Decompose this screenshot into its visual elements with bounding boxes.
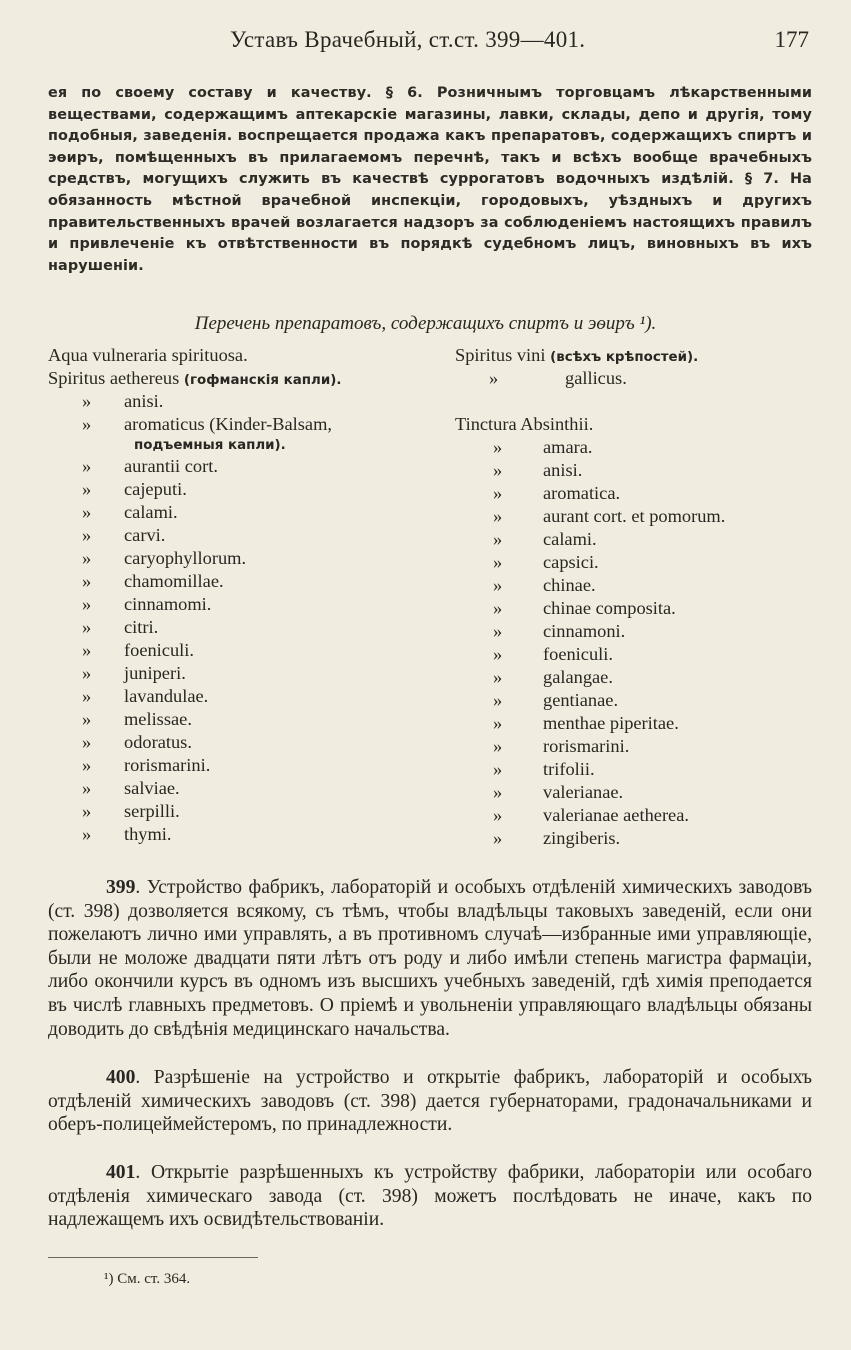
preparation-name: Spiritus vini (всѣхъ крѣпостей).: [455, 345, 699, 365]
preparation-name: cinnamomi.: [124, 594, 212, 614]
preparation-name: lavandulae.: [124, 686, 209, 706]
preparation-name: valerianae.: [543, 782, 624, 802]
article-text: . Разрѣшеніе на устройство и открытіе фабрикъ, лабораторій и особыхъ отдѣленій химическихъ заводовъ (ст. 398) дается губернаторами, градоначальниками и оберъ-полицеймейстеромъ, по принадлежности.: [48, 1067, 812, 1136]
ditto-mark: »: [82, 479, 92, 499]
ditto-mark: »: [82, 732, 92, 752]
preparation-name: carvi.: [124, 525, 166, 545]
list-item: [48, 390, 448, 413]
list-item: [48, 413, 448, 436]
article-number: 400: [106, 1067, 136, 1088]
ditto-mark: »: [82, 686, 92, 706]
list-item: [48, 823, 448, 846]
ditto-mark: »: [82, 640, 92, 660]
preparation-name: chamomillae.: [124, 571, 224, 591]
preparations-right-column: [455, 344, 815, 850]
list-item: [48, 639, 448, 662]
preparation-name: citri.: [124, 617, 159, 637]
ditto-mark: »: [493, 621, 503, 641]
preparation-name: zingiberis.: [543, 828, 621, 848]
ditto-mark: »: [82, 571, 92, 591]
list-item: [48, 344, 448, 367]
footnote: ¹) См. ст. 364.: [104, 1271, 191, 1287]
list-item: [455, 712, 815, 735]
ditto-mark: »: [493, 506, 503, 526]
preparation-name: aurant cort. et pomorum.: [543, 506, 726, 526]
preparation-name: gallicus.: [565, 368, 627, 388]
ditto-mark: »: [82, 824, 92, 844]
article-401: [48, 1161, 812, 1232]
preparation-name: cajeputi.: [124, 479, 187, 499]
ditto-mark: »: [82, 778, 92, 798]
article-number: 401: [106, 1162, 136, 1183]
preparation-name: chinae.: [543, 575, 596, 595]
preparation-note: (гофманскія капли).: [179, 373, 342, 388]
list-item: [455, 436, 815, 459]
ditto-mark: »: [493, 690, 503, 710]
preparation-name: caryophyllorum.: [124, 548, 247, 568]
list-item: [455, 528, 815, 551]
ditto-mark: »: [493, 736, 503, 756]
list-item: [455, 505, 815, 528]
list-item: [455, 459, 815, 482]
preparation-name: galangae.: [543, 667, 613, 687]
ditto-mark: »: [489, 368, 499, 388]
list-item: [455, 551, 815, 574]
list-item: [48, 685, 448, 708]
list-item: [455, 413, 815, 436]
list-item: [455, 367, 815, 390]
list-item: [48, 731, 448, 754]
ditto-mark: »: [493, 575, 503, 595]
ditto-mark: »: [82, 755, 92, 775]
footnote-divider: [48, 1257, 258, 1258]
list-item: [455, 482, 815, 505]
list-item: [48, 754, 448, 777]
article-number: 399: [106, 877, 136, 898]
preparation-name: melissae.: [124, 709, 192, 729]
preparation-name: gentianae.: [543, 690, 619, 710]
preparation-name: odoratus.: [124, 732, 192, 752]
list-item: [48, 367, 448, 390]
list-item: [48, 616, 448, 639]
list-item: [48, 524, 448, 547]
list-item: [48, 708, 448, 731]
ditto-mark: »: [493, 483, 503, 503]
article-399: [48, 876, 812, 1041]
preparation-name: aurantii cort.: [124, 456, 218, 476]
preparation-name: valerianae aetherea.: [543, 805, 689, 825]
list-item: [455, 597, 815, 620]
preparation-name: cinnamoni.: [543, 621, 626, 641]
preparation-name: chinae composita.: [543, 598, 676, 618]
list-item: [455, 758, 815, 781]
ditto-mark: »: [82, 525, 92, 545]
list-item: [455, 827, 815, 850]
ditto-mark: »: [493, 598, 503, 618]
list-item: [455, 574, 815, 597]
list-item: [48, 777, 448, 800]
preparation-name: rorismarini.: [124, 755, 211, 775]
ditto-mark: »: [82, 617, 92, 637]
ditto-mark: »: [82, 594, 92, 614]
preparation-name: Spiritus aethereus (гофманскія капли).: [48, 368, 342, 388]
ditto-mark: »: [493, 782, 503, 802]
preparation-name: Tinctura Absinthii.: [455, 414, 594, 434]
preparation-name: amara.: [543, 437, 593, 457]
preparation-name: Aqua vulneraria spirituosa.: [48, 345, 248, 365]
list-item: [455, 666, 815, 689]
preparation-name: foeniculi.: [124, 640, 194, 660]
list-item: [48, 436, 448, 455]
preparations-left-column: [48, 344, 448, 846]
article-text: . Устройство фабрикъ, лабораторій и особыхъ отдѣленій химическихъ заводовъ (ст. 398) дозволяется всякому, съ тѣмъ, чтобы владѣльцы таковыхъ заведеній, если они пожелаютъ лично ими управлять, а въ противномъ случаѣ—избранные ими управляющіе, были не моложе двадцати пяти лѣтъ отъ роду и либо имѣли степень магистра фармаціи, либо окончили курсъ въ одномъ изъ высшихъ учебныхъ заведеній, гдѣ химія преподается въ числѣ главныхъ предметовъ. О пріемѣ и увольненіи управляющаго владѣльцы обязаны доводить до свѣдѣнія медицинскаго начальства.: [48, 877, 812, 1040]
preparation-name: serpilli.: [124, 801, 180, 821]
ditto-mark: »: [493, 805, 503, 825]
preparation-name: aromatica.: [543, 483, 621, 503]
ditto-mark: »: [493, 529, 503, 549]
ditto-mark: »: [493, 437, 503, 457]
article-400: [48, 1066, 812, 1137]
preparation-name: foeniculi.: [543, 644, 613, 664]
list-item: [48, 478, 448, 501]
list-item: [455, 689, 815, 712]
ditto-mark: »: [493, 759, 503, 779]
preparation-name: calami.: [124, 502, 178, 522]
list-item: [455, 735, 815, 758]
preparation-name: anisi.: [124, 391, 164, 411]
preparation-name: подъемныя капли).: [134, 438, 286, 453]
list-title: Перечень препаратовъ, содержащихъ спиртъ и эѳиръ ¹).: [194, 313, 657, 334]
preparation-name: salviae.: [124, 778, 180, 798]
ditto-mark: »: [82, 663, 92, 683]
ditto-mark: »: [82, 709, 92, 729]
list-item: [48, 593, 448, 616]
list-item: [455, 390, 815, 413]
ditto-mark: »: [82, 502, 92, 522]
ditto-mark: »: [493, 460, 503, 480]
list-item: [48, 570, 448, 593]
list-item: [455, 620, 815, 643]
list-item: [455, 344, 815, 367]
ditto-mark: »: [82, 414, 92, 434]
header-title: Уставъ Врачебный, ст.ст. 399—401.: [230, 27, 586, 52]
list-item: [48, 800, 448, 823]
ditto-mark: »: [493, 667, 503, 687]
page-number: 177: [774, 27, 809, 52]
preparation-name: thymi.: [124, 824, 172, 844]
preparation-note: (всѣхъ крѣпостей).: [545, 350, 699, 365]
preparation-name: trifolii.: [543, 759, 595, 779]
ditto-mark: »: [82, 548, 92, 568]
preparation-name: anisi.: [543, 460, 583, 480]
ditto-mark: »: [493, 552, 503, 572]
ditto-mark: »: [493, 644, 503, 664]
list-item: [48, 455, 448, 478]
running-header: [48, 27, 809, 63]
preparation-name: aromaticus (Kinder-Balsam,: [124, 414, 332, 434]
list-item: [48, 547, 448, 570]
ditto-mark: »: [493, 828, 503, 848]
list-item: [48, 501, 448, 524]
ditto-mark: »: [82, 391, 92, 411]
list-item: [455, 781, 815, 804]
preparation-name: capsici.: [543, 552, 599, 572]
article-text: . Открытіе разрѣшенныхъ къ устройству фабрики, лабораторіи или особаго отдѣленія химическаго завода (ст. 398) можетъ послѣдовать не иначе, какъ по надлежащемъ ихъ освидѣтельствованіи.: [48, 1162, 812, 1231]
list-item: [455, 804, 815, 827]
ditto-mark: »: [82, 801, 92, 821]
preparation-name: calami.: [543, 529, 597, 549]
ditto-mark: »: [493, 713, 503, 733]
intro-paragraph: ея по своему составу и качеству. § 6. Розничнымъ торговцамъ лѣкарственными веществами, содержащимъ аптекарскіе магазины, лавки, склады, депо и другія, тому подобныя, заведенія. воспрещается продажа какъ препаратовъ, содержащихъ спиртъ и эѳиръ, помѣщенныхъ въ прилагаемомъ перечнѣ, такъ и всѣхъ вообще врачебныхъ средствъ, могущихъ служить въ качествѣ суррогатовъ водочныхъ издѣлій. § 7. На обязанность мѣстной врачебной инспекціи, городовыхъ, уѣздныхъ и другихъ правительственныхъ врачей возлагается надзоръ за соблюденіемъ настоящихъ правилъ и привлеченіе къ отвѣтственности въ порядкѣ судебномъ лицъ, виновныхъ въ ихъ нарушеніи.: [48, 85, 812, 274]
preparation-name: juniperi.: [124, 663, 186, 683]
list-item: [48, 662, 448, 685]
list-item: [455, 643, 815, 666]
ditto-mark: »: [82, 456, 92, 476]
preparation-name: menthae piperitae.: [543, 713, 679, 733]
preparation-name: rorismarini.: [543, 736, 630, 756]
